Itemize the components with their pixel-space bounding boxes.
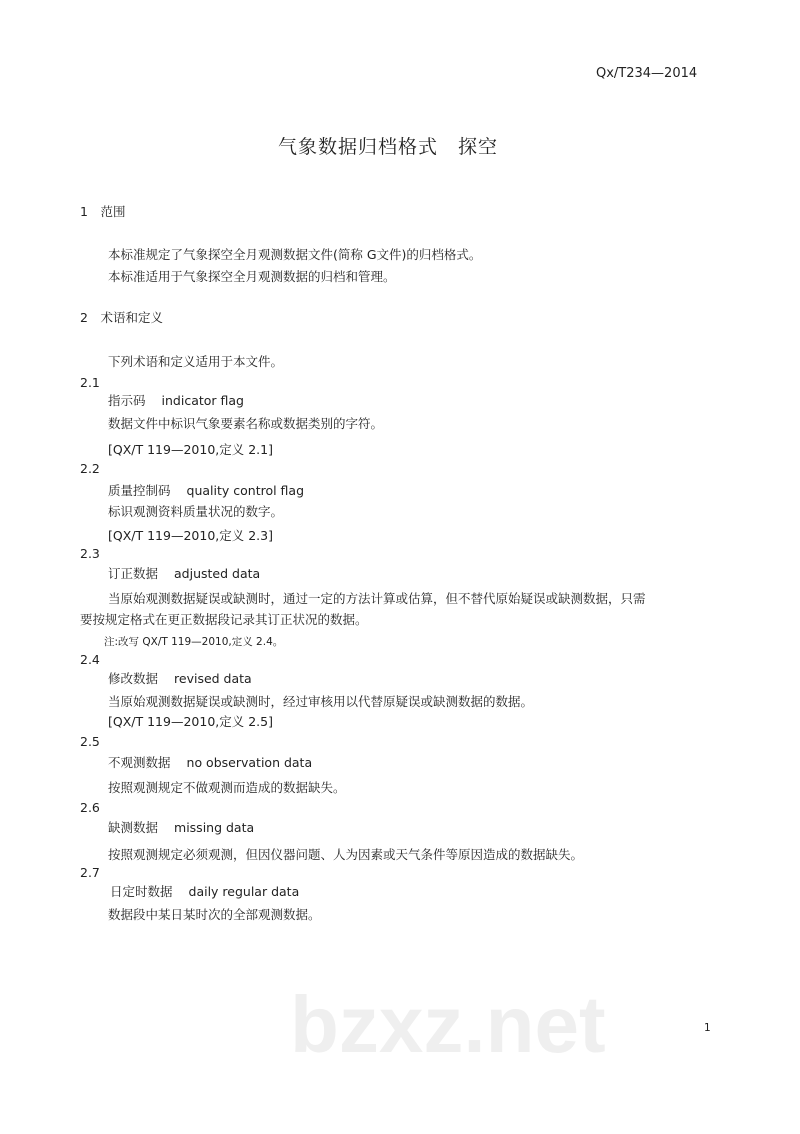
term-en: adjusted data — [174, 566, 261, 581]
term-title — [108, 483, 304, 499]
term-en: daily regular data — [188, 884, 300, 899]
term-reference: [QX/T 119—2010,定义 2.1] — [108, 442, 273, 457]
term-en: missing data — [174, 820, 255, 835]
term-title — [110, 884, 299, 900]
term-definition: 标识观测资料质量状况的数字。 — [108, 504, 284, 519]
term-number: 2.4 — [80, 652, 100, 667]
term-number: 2.2 — [80, 461, 100, 476]
term-en: no observation data — [186, 755, 313, 770]
term-zh: 不观测数据 — [108, 755, 171, 770]
term-number: 2.6 — [80, 800, 100, 815]
section-heading: 1 范围 — [80, 204, 126, 219]
term-zh: 日定时数据 — [110, 884, 173, 899]
standard-code: Qx/T234—2014 — [596, 66, 698, 81]
paragraph: 下列术语和定义适用于本文件。 — [108, 354, 284, 369]
term-number: 2.5 — [80, 734, 100, 749]
term-en: quality control flag — [186, 483, 305, 498]
term-definition-continued: 要按规定格式在更正数据段记录其订正状况的数据。 — [80, 612, 368, 627]
term-definition: 数据段中某日某时次的全部观测数据。 — [108, 907, 321, 922]
term-definition: 按照观测规定必须观测，但因仪器问题、人为因素或天气条件等原因造成的数据缺失。 — [108, 847, 584, 862]
term-zh: 修改数据 — [108, 671, 159, 686]
page-title: 气象数据归档格式 探空 — [278, 136, 499, 158]
term-title — [108, 393, 244, 409]
term-definition: 按照观测规定不做观测而造成的数据缺失。 — [108, 780, 346, 795]
term-definition: 当原始观测数据疑误或缺测时，经过审核用以代替原疑误或缺测数据的数据。 — [108, 694, 534, 709]
term-definition: 数据文件中标识气象要素名称或数据类别的字符。 — [108, 416, 384, 431]
term-reference: [QX/T 119—2010,定义 2.3] — [108, 528, 273, 543]
term-en: revised data — [174, 671, 252, 686]
term-reference: [QX/T 119—2010,定义 2.5] — [108, 714, 273, 729]
term-zh: 指示码 — [108, 393, 146, 408]
term-number: 2.1 — [80, 375, 100, 390]
term-zh: 订正数据 — [108, 566, 159, 581]
term-number: 2.7 — [80, 865, 100, 880]
term-zh: 质量控制码 — [108, 483, 171, 498]
paragraph: 本标准规定了气象探空全月观测数据文件(简称 G文件)的归档格式。 — [108, 247, 482, 262]
watermark: bzxz.net — [290, 980, 606, 1069]
term-number: 2.3 — [80, 546, 100, 561]
term-note: 注:改写 QX/T 119—2010,定义 2.4。 — [104, 636, 284, 648]
page-number: 1 — [704, 1022, 711, 1034]
paragraph: 本标准适用于气象探空全月观测数据的归档和管理。 — [108, 269, 396, 284]
term-title — [108, 820, 254, 836]
term-title — [108, 671, 252, 687]
term-en: indicator flag — [161, 393, 244, 408]
term-title — [108, 755, 312, 771]
term-zh: 缺测数据 — [108, 820, 159, 835]
term-title — [108, 566, 260, 582]
term-definition: 当原始观测数据疑误或缺测时，通过一定的方法计算或估算，但不替代原始疑误或缺测数据，只需 — [108, 591, 646, 606]
section-heading: 2 术语和定义 — [80, 310, 163, 325]
